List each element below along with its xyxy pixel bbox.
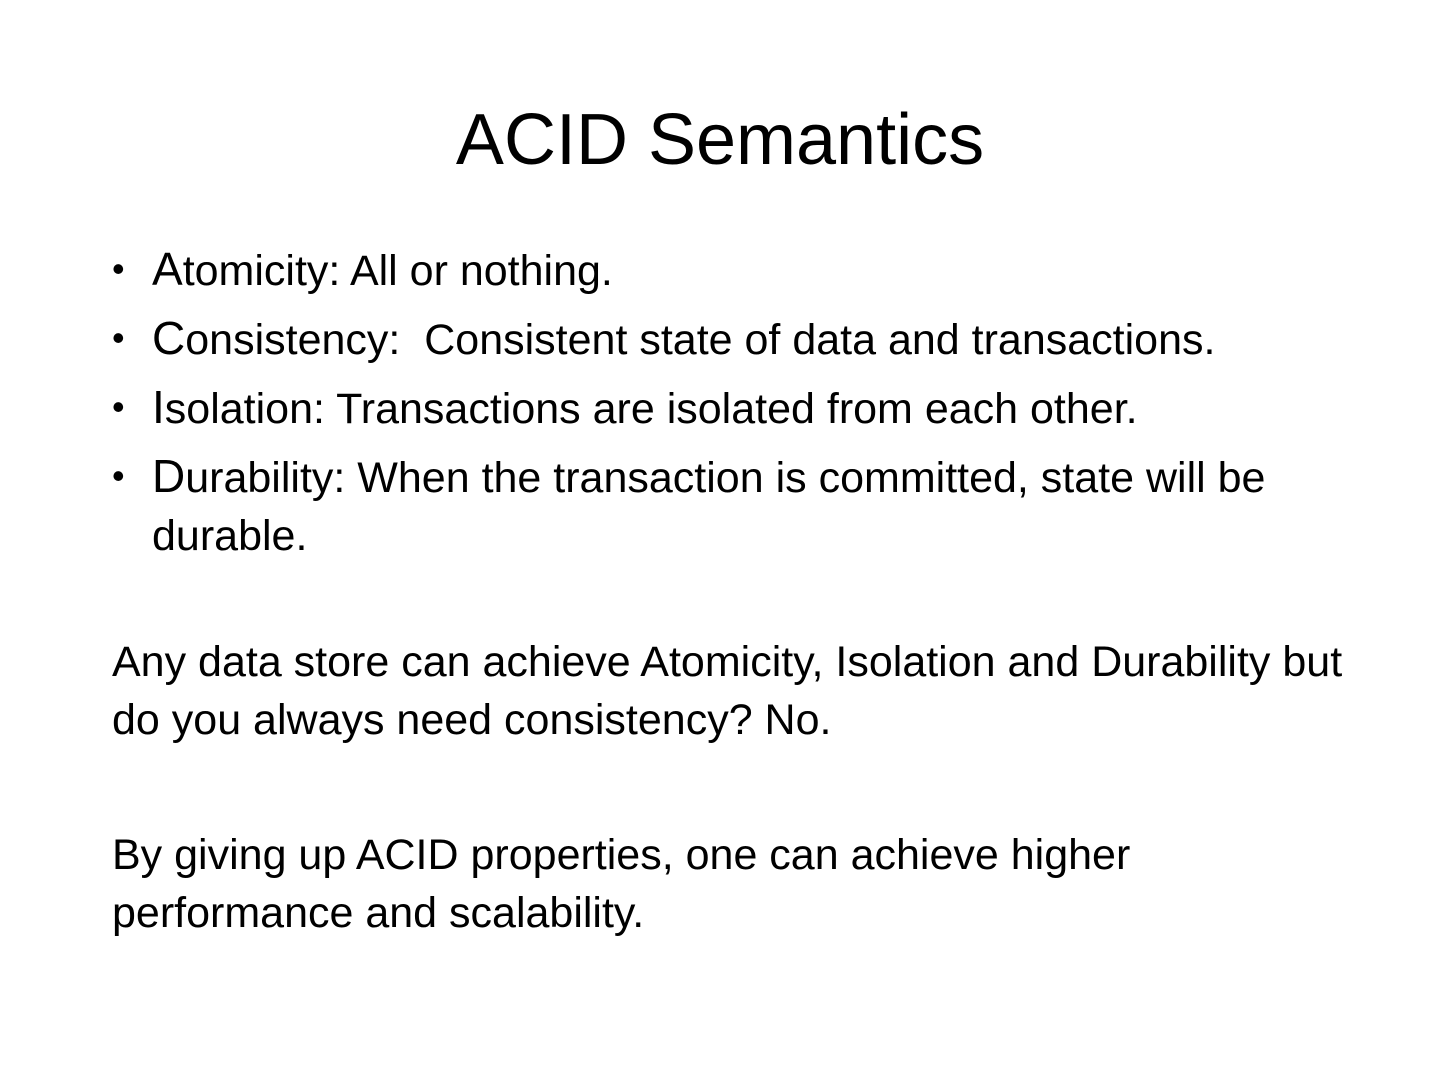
bullet-initial: D [152, 450, 186, 502]
bullet-text: solation: Transactions are isolated from each other. [164, 385, 1138, 433]
bullet-text: urability: When the transaction is committed, state will be durable. [152, 454, 1266, 560]
bullet-text: tomicity: All or nothing. [182, 247, 613, 295]
bullet-atomicity [112, 240, 1372, 300]
bullet-durability [112, 447, 1372, 565]
bullet-initial: C [152, 312, 186, 364]
bullet-list [112, 240, 1372, 574]
paragraph-scalability-note: By giving up ACID properties, one can achieve higher performance and scalability. [112, 831, 1131, 937]
bullet-dot-icon: • [112, 317, 125, 358]
bullet-dot-icon: • [112, 455, 125, 496]
bullet-consistency [112, 309, 1372, 369]
bullet-dot-icon: • [112, 386, 125, 427]
bullet-isolation [112, 378, 1372, 438]
bullet-text: onsistency: Consistent state of data and transactions. [185, 316, 1216, 364]
bullet-initial: I [152, 381, 165, 433]
slide-title: ACID Semantics [455, 100, 985, 180]
bullet-initial: A [152, 243, 183, 295]
bullet-dot-icon: • [112, 248, 125, 289]
paragraph-consistency-note: Any data store can achieve Atomicity, Isolation and Durability but do you always need consistency? No. [112, 638, 1343, 744]
